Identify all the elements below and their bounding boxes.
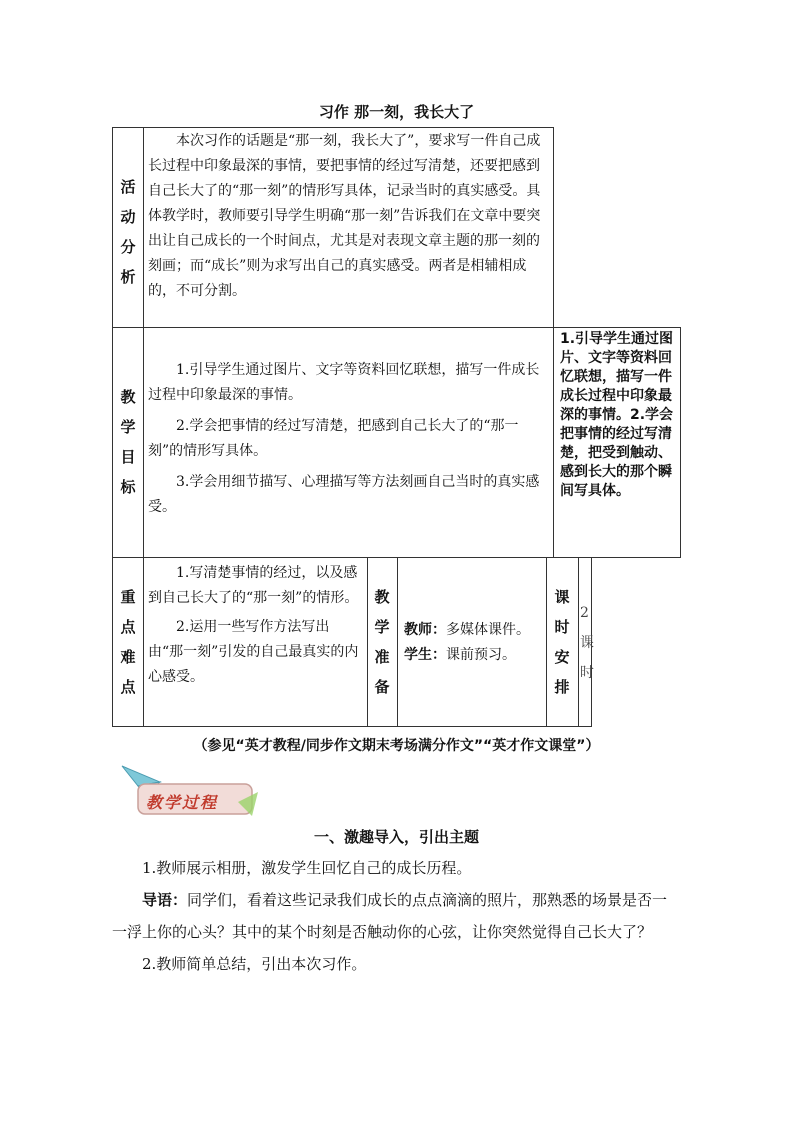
section-paragraph: 导语：同学们，看着这些记录我们成长的点点滴滴的照片，那熟悉的场景是否一一浮上你的心头？其中的某个时刻是否触动你的心弦，让你突然觉得自己长大了？ xyxy=(112,891,668,941)
section-body xyxy=(112,852,682,980)
section-paragraph: 1.教师展示相册，激发学生回忆自己的成长历程。 xyxy=(142,859,472,877)
goals-label: 教 学 目 标 xyxy=(120,388,136,496)
goal-item: 1.引导学生通过图片、文字等资料回忆联想，描写一件成长过程中印象最深的事情。 xyxy=(148,362,540,403)
activity-text: 本次习作的话题是“那一刻，我长大了”，要求写一件自己成长过程中印象最深的事情，要把事情的经过写清楚，还要把感到自己长大了的“那一刻”的情形写具体，记录当时的真实感受。具体教学时，教师要引导学生明确“那一刻”告诉我们在文章中要突出让自己成长的一个时间点，尤其是对表现文章主题的那一刻的刻画；而“成长”则为求写出自己的真实感受。两者是相辅相成的，不可分割。 xyxy=(148,133,541,299)
keypoints-list xyxy=(148,561,364,690)
goals-side-box: 1.引导学生通过图片、文字等资料回忆联想，描写一件成长过程中印象最深的事情。2.学会把事情的经过写清楚，把受到触动、感到长大的那个瞬间写具体。 xyxy=(560,331,674,499)
page-title: 习作 那一刻，我长大了 xyxy=(318,103,475,121)
reference-note: （参见“英才教程/同步作文期末考场满分作文”“英才作文课堂”） xyxy=(193,738,600,754)
schedule-value: 2 课 时 xyxy=(580,605,594,681)
goal-item: 2.学会把事情的经过写清楚，把感到自己长大了的“那一刻”的情形写具体。 xyxy=(148,418,519,459)
section-paragraph: 2.教师简单总结，引出本次习作。 xyxy=(142,955,367,973)
schedule-label: 课 时 安 排 xyxy=(554,588,570,696)
process-badge-label: 教学过程 xyxy=(146,793,219,812)
keypoint-item: 1.写清楚事情的经过，以及感到自己长大了的“那一刻”的情形。 xyxy=(148,565,359,606)
goal-item: 3.学会用细节描写、心理描写等方法刻画自己当时的真实感受。 xyxy=(148,474,540,515)
goals-list xyxy=(148,358,550,520)
prep-content: 教师：多媒体课件。 学生：课前预习。 xyxy=(404,622,530,663)
section-heading: 一、激趣导入，引出主题 xyxy=(313,828,479,846)
prep-label: 教 学 准 备 xyxy=(374,588,390,696)
process-badge xyxy=(120,762,260,822)
keypoint-item: 2.运用一些写作方法写出由“那一刻”引发的自己最真实的内心感受。 xyxy=(148,619,359,685)
keypoints-label: 重 点 难 点 xyxy=(120,588,136,696)
activity-label: 活 动 分 析 xyxy=(120,178,136,286)
